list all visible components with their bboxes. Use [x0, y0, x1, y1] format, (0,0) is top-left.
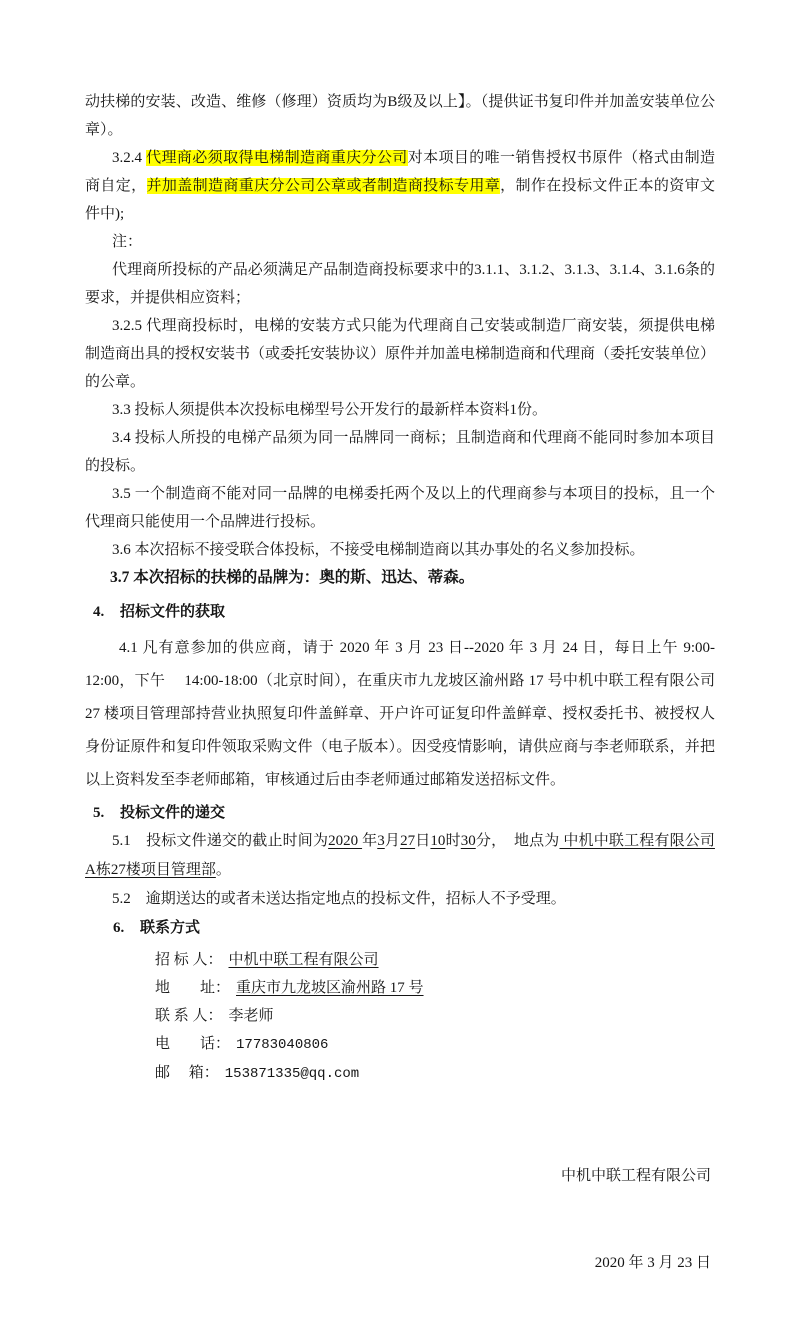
email-value: 153871335@qq.com [224, 1066, 360, 1082]
clause-3-2-4 [85, 144, 715, 228]
phone-value: 17783040806 [236, 1037, 329, 1053]
section-6-heading [113, 914, 715, 942]
signature-company: 中机中联工程有限公司 [560, 1168, 711, 1184]
clause-5-1-text-2: 年 [362, 833, 378, 849]
clause-5-1-text-5: 时 [445, 833, 461, 849]
note-label: 注： [112, 234, 143, 250]
section-6-number: 6. [113, 920, 125, 936]
section-4-heading [93, 598, 715, 626]
carryover-paragraph: 动扶梯的安装、改造、维修（修理）资质均为B级及以上】。（提供证书复印件并加盖安装单位公章）。 [85, 94, 715, 138]
clause-3-3: 3.3 投标人须提供本次投标电梯型号公开发行的最新样本资料1份。 [112, 402, 548, 418]
clause-3-2-4-text-1: 对本项目的唯一销售授权书原件（格式由制造商自定， [85, 150, 715, 194]
clause-5-1 [85, 827, 715, 885]
clause-3-2-4-number: 3.2.4 [112, 150, 147, 166]
section-6-title: 联系方式 [140, 920, 201, 936]
section-4-number: 4. [93, 604, 105, 620]
clause-5-1-text-7: 。 [215, 862, 231, 878]
deadline-day: 27 [400, 833, 416, 849]
contact-person-label: 联 系 人： [155, 1008, 223, 1024]
clause-3-2-4-text-2: ，制作在投标文件正本的资审文件中); [85, 178, 715, 222]
signature-block [85, 1104, 711, 1336]
clause-3-6: 3.6 本次招标不接受联合体投标，不接受电梯制造商以其办事处的名义参加投标。 [112, 542, 645, 558]
clause-3-5: 3.5 一个制造商不能对同一品牌的电梯委托两个及以上的代理商参与本项目的投标，且一个代理商只能使用一个品牌进行投标。 [85, 486, 715, 530]
highlighted-text-agent-authorization: 代理商必须取得电梯制造商重庆分公司 [146, 150, 408, 166]
deadline-year: 2020 [328, 833, 363, 849]
deadline-hour: 10 [430, 833, 446, 849]
section-5-number: 5. [93, 805, 105, 821]
contact-row-person [155, 1002, 715, 1030]
clause-5-2: 5.2 逾期送达的或者未送达指定地点的投标文件，招标人不予受理。 [112, 891, 566, 907]
bidder-label: 招 标 人： [155, 952, 223, 968]
contact-info-block [155, 946, 715, 1088]
highlighted-text-seal-requirement: 并加盖制造商重庆分公司公章或者制造商投标专用章 [146, 178, 501, 194]
contact-row-email [155, 1059, 715, 1088]
section-5-heading [93, 799, 715, 827]
contact-row-phone [155, 1030, 715, 1059]
clause-3-4: 3.4 投标人所投的电梯产品须为同一品牌同一商标；且制造商和代理商不能同时参加本项目的投标。 [85, 430, 715, 474]
clause-5-1-text-3: 月 [384, 833, 401, 849]
contact-row-address [155, 974, 715, 1002]
clause-5-1-text-6: 分， 地点为 [475, 833, 560, 849]
contact-row-bidder [155, 946, 715, 974]
address-label: 地 址： [155, 980, 231, 996]
contact-person-value: 李老师 [228, 1008, 274, 1024]
clause-5-1-text-4: 日 [415, 833, 431, 849]
note-body: 代理商所投标的产品必须满足产品制造商投标要求中的3.1.1、3.1.2、3.1.3、3.1.4、3.1.6条的要求，并提供相应资料； [85, 262, 715, 306]
address-value: 重庆市九龙坡区渝州路 17 号 [236, 980, 424, 996]
clause-3-7-brands: 3.7 本次招标的扶梯的品牌为：奥的斯、迅达、蒂森。 [110, 569, 475, 586]
section-4-title: 招标文件的获取 [120, 604, 226, 620]
submission-place: 中机中联工程有限公司A栋27楼项目管理部 [85, 833, 715, 878]
phone-label: 电 话： [155, 1036, 231, 1052]
signature-date: 2020 年 3 月 23 日 [594, 1255, 711, 1271]
clause-3-2-5: 3.2.5 代理商投标时，电梯的安装方式只能为代理商自己安装或制造厂商安装，须提供电梯制造商出具的授权安装书（或委托安装协议）原件并加盖电梯制造商和代理商（委托安装单位）的公章。 [85, 318, 716, 390]
clause-5-1-text-1: 5.1 投标文件递交的截止时间为 [112, 833, 329, 849]
clause-4-1: 4.1 凡有意参加的供应商，请于 2020 年 3 月 23 日--2020 年 3 月 24 日，每日上午 9:00-12:00，下午 14:00-18:00（北京时间），在重庆市九龙坡区渝州路 17 号中机中联工程有限公司 27 楼项目管理部持营业执照复印件盖鲜章、开户许可证复印件盖鲜章、授权委托书、被授权人身份证原件和复印件领取采购文件（电子版本）。因受疫情影响，请供应商与李老师联系，并把以上资料发至李老师邮箱，审核通过后由李老师通过邮箱发送招标文件。 [85, 640, 719, 788]
email-label: 邮 箱： [155, 1065, 219, 1081]
deadline-minute: 30 [460, 833, 476, 849]
bidder-value: 中机中联工程有限公司 [228, 952, 379, 968]
section-5-title: 投标文件的递交 [120, 805, 226, 821]
deadline-month: 3 [377, 833, 385, 849]
